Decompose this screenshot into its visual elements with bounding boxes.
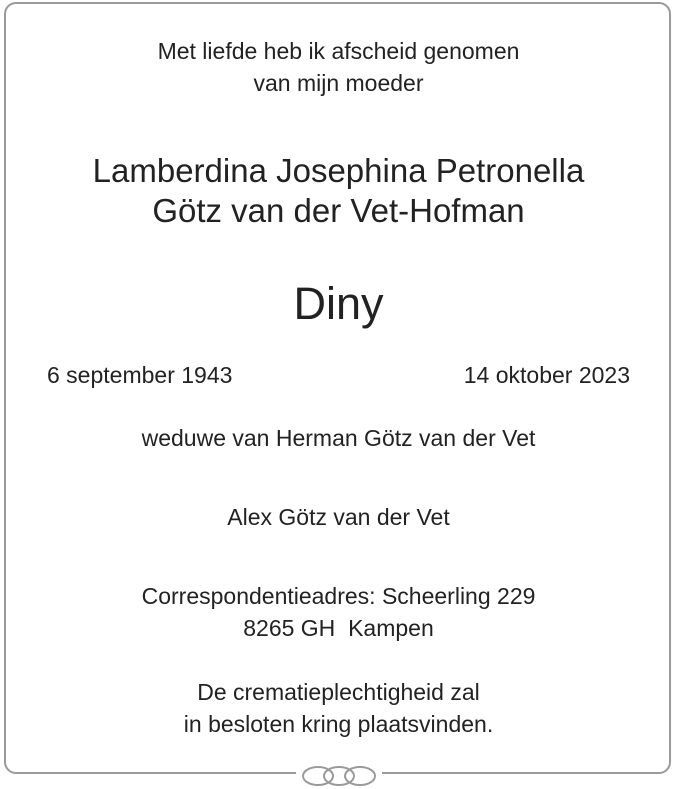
intro-line-1: Met liefde heb ik afscheid genomen	[157, 38, 520, 64]
signatory-name: Alex Götz van der Vet	[227, 504, 450, 530]
deceased-full-name	[0, 151, 677, 231]
intro-line-2: van mijn moeder	[253, 70, 424, 96]
ceremony-line-1: De crematieplechtigheid zal	[197, 679, 480, 705]
birth-date: 6 september 1943	[47, 362, 233, 388]
address-line-2: 8265 GH Kampen	[243, 615, 434, 641]
intro-text	[0, 35, 677, 99]
full-name-line-2: Götz van der Vet-Hofman	[152, 192, 525, 229]
deceased-nickname: Diny	[293, 278, 384, 329]
death-date: 14 oktober 2023	[463, 362, 630, 388]
address-line-1: Correspondentieadres: Scheerling 229	[141, 583, 536, 609]
ceremony-notice	[0, 676, 677, 740]
full-name-line-1: Lamberdina Josephina Petronella	[92, 152, 585, 189]
correspondence-address	[0, 580, 677, 644]
widow-text: weduwe van Herman Götz van der Vet	[141, 425, 536, 451]
ceremony-line-2: in besloten kring plaatsvinden.	[183, 711, 494, 737]
rings-ornament-icon	[296, 763, 382, 789]
